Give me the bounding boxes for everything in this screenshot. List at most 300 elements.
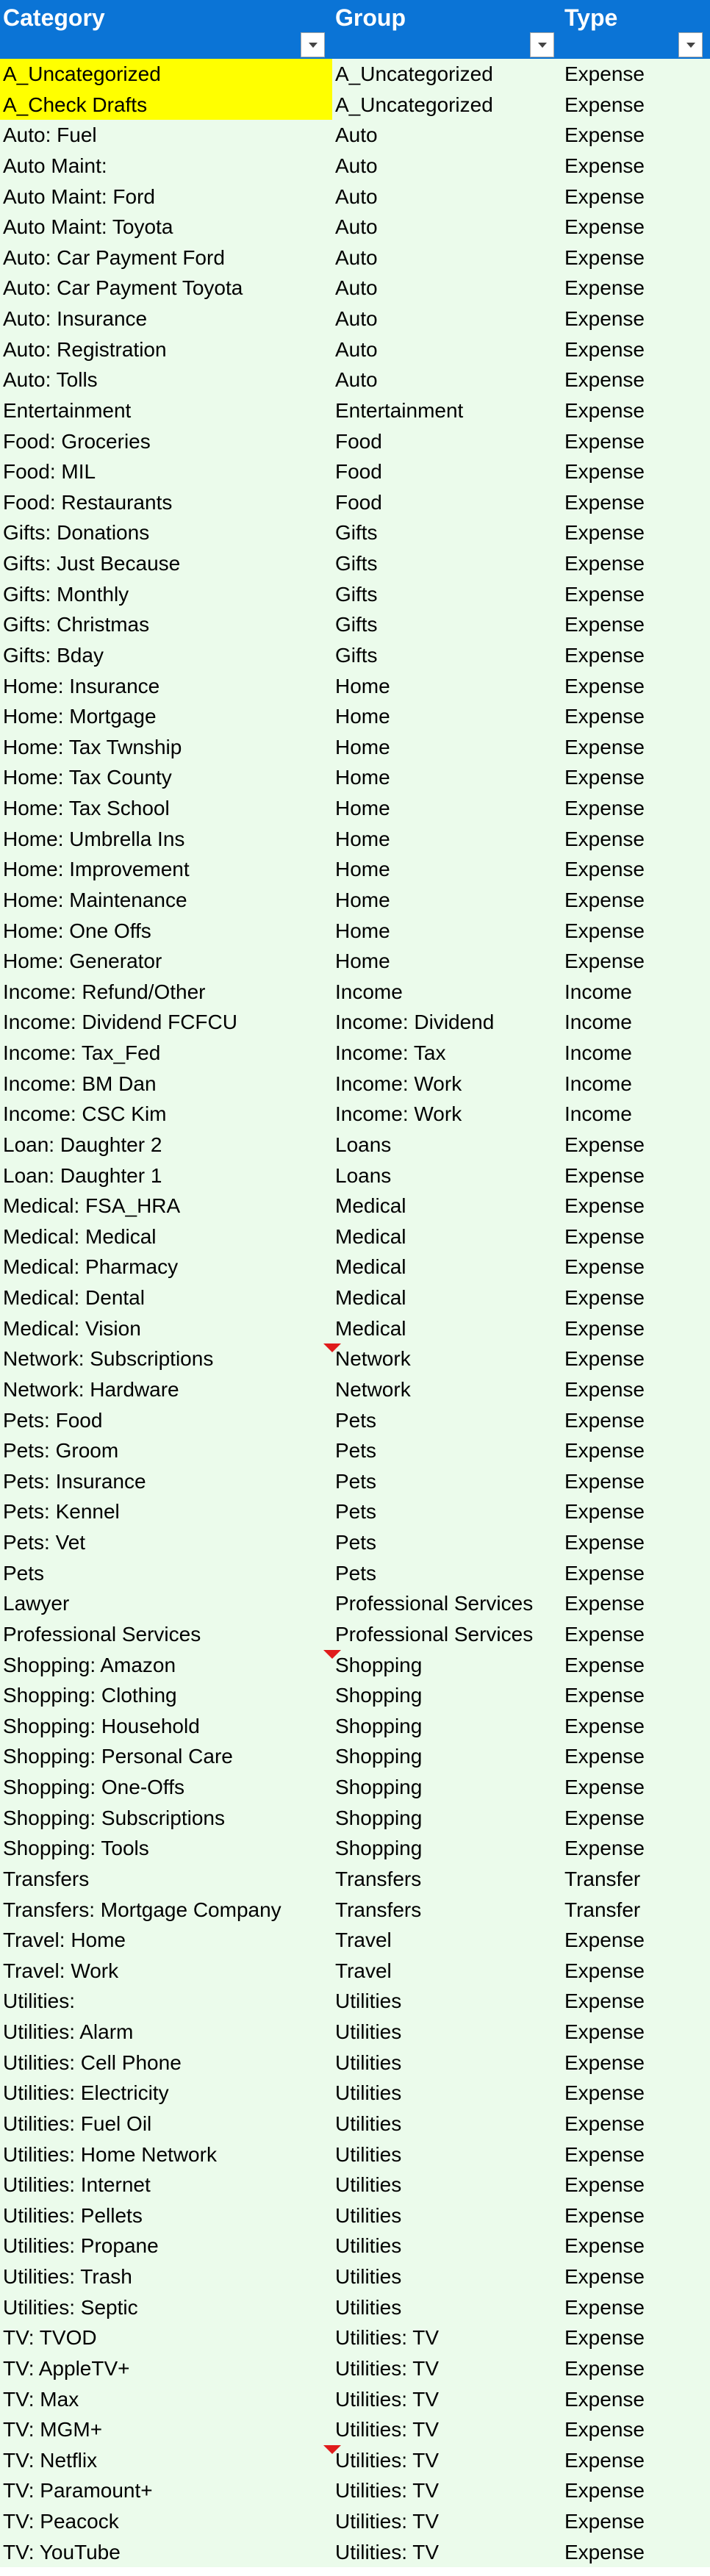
group-cell[interactable]: Pets [335, 1531, 377, 1554]
type-cell[interactable]: Expense [564, 184, 645, 208]
table-row [0, 793, 710, 824]
type-cell[interactable]: Expense [564, 1133, 645, 1156]
type-cell[interactable]: Expense [564, 735, 645, 758]
category-cell[interactable]: Home: Tax School [3, 797, 170, 819]
type-cell[interactable]: Expense [564, 521, 645, 545]
category-cell[interactable]: Utilities: Home Network [3, 2142, 217, 2166]
type-cell[interactable]: Expense [564, 1194, 645, 1218]
category-cell[interactable]: Income: CSC Kim [3, 1102, 167, 1126]
category-cell[interactable]: Gifts: Christmas [3, 613, 150, 636]
category-cell[interactable]: Professional Services [3, 1622, 201, 1646]
type-cell[interactable]: Expense [564, 2203, 645, 2227]
table-row [0, 2506, 710, 2537]
category-cell[interactable]: Medical: Vision [3, 1316, 141, 1340]
category-cell[interactable]: Utilities: [3, 1990, 76, 2013]
type-cell[interactable]: Expense [564, 398, 645, 422]
table-row [0, 1680, 710, 1711]
type-cell[interactable]: Expense [564, 307, 645, 330]
group-cell[interactable]: Medical [335, 1255, 406, 1279]
group-cell[interactable]: Shopping [335, 1745, 423, 1768]
table-row [0, 1435, 710, 1466]
category-cell[interactable]: Home: Generator [3, 950, 162, 973]
category-cell[interactable]: A_Check Drafts [0, 90, 332, 121]
table-row [0, 1282, 710, 1313]
category-cell[interactable]: Utilities: Internet [3, 2173, 151, 2197]
group-cell[interactable]: Shopping [335, 1684, 423, 1707]
type-cell[interactable]: Expense [564, 1439, 645, 1463]
table-row [0, 90, 710, 121]
table-row [0, 2109, 710, 2139]
table-row [0, 1038, 710, 1069]
group-cell[interactable]: Home [335, 797, 390, 819]
category-cell[interactable]: Entertainment [3, 398, 132, 422]
type-cell[interactable]: Expense [564, 2295, 645, 2319]
group-cell[interactable]: Utilities [335, 2112, 402, 2135]
group-cell[interactable]: Utilities [335, 1990, 402, 2013]
group-cell[interactable]: Loans [335, 1163, 392, 1187]
group-cell[interactable]: Utilities [335, 2234, 402, 2258]
table-row [0, 977, 710, 1008]
type-cell[interactable]: Expense [564, 2387, 645, 2411]
group-cell[interactable]: Utilities: TV [332, 2445, 562, 2476]
group-cell[interactable]: Travel [335, 1959, 392, 1982]
type-cell[interactable]: Expense [564, 766, 645, 789]
group-cell[interactable]: Shopping [335, 1837, 423, 1860]
group-cell[interactable]: Auto [335, 184, 378, 208]
category-cell[interactable]: Home: Maintenance [3, 888, 187, 911]
table-row [0, 1191, 710, 1221]
type-cell[interactable]: Expense [564, 858, 645, 881]
category-cell[interactable]: Utilities: Trash [3, 2265, 132, 2288]
group-cell[interactable]: Gifts [335, 613, 378, 636]
category-cell[interactable]: Food: MIL [3, 460, 96, 484]
group-cell[interactable]: Home [335, 766, 390, 789]
group-cell[interactable]: Pets [335, 1408, 377, 1432]
category-cell[interactable]: Medical: FSA_HRA [3, 1194, 181, 1218]
type-cell[interactable]: Expense [564, 2020, 645, 2043]
type-cell[interactable]: Transfer [564, 1898, 641, 1921]
category-cell[interactable]: Utilities: Pellets [3, 2203, 143, 2227]
category-cell[interactable]: Home: Insurance [3, 674, 160, 697]
category-cell[interactable]: Shopping: Personal Care [3, 1745, 233, 1768]
group-cell[interactable]: Utilities [335, 2081, 402, 2105]
category-cell[interactable]: Shopping: Household [3, 1714, 200, 1737]
group-cell[interactable]: Food [335, 490, 382, 514]
category-cell[interactable]: Loan: Daughter 1 [3, 1163, 162, 1187]
table-row [0, 579, 710, 610]
group-cell[interactable]: Utilities [335, 2173, 402, 2197]
type-cell[interactable]: Expense [564, 429, 645, 453]
table-row [0, 273, 710, 304]
table-row [0, 2537, 710, 2568]
type-cell[interactable]: Expense [564, 2540, 645, 2564]
category-cell[interactable]: Gifts: Donations [3, 521, 150, 545]
type-cell[interactable]: Income [564, 1072, 632, 1095]
table-row [0, 182, 710, 212]
category-cell[interactable]: Income: Dividend FCFCU [3, 1011, 237, 1034]
type-cell[interactable]: Expense [564, 613, 645, 636]
type-cell[interactable]: Expense [564, 2265, 645, 2288]
type-cell[interactable]: Expense [564, 827, 645, 850]
type-cell[interactable]: Income [564, 1011, 632, 1034]
type-cell[interactable]: Expense [564, 919, 645, 942]
category-cell[interactable]: Home: One Offs [3, 919, 151, 942]
group-cell[interactable]: Auto [335, 337, 378, 361]
category-cell[interactable]: Home: Mortgage [3, 705, 157, 728]
table-row [0, 1374, 710, 1405]
group-cell[interactable]: Auto [335, 276, 378, 300]
group-cell[interactable]: Utilities [335, 2051, 402, 2074]
type-cell[interactable]: Expense [564, 490, 645, 514]
group-cell[interactable]: Utilities: TV [335, 2479, 440, 2503]
group-cell[interactable]: Pets [335, 1439, 377, 1463]
type-cell[interactable]: Expense [564, 245, 645, 269]
category-cell[interactable]: Auto: Registration [3, 337, 167, 361]
filter-dropdown-icon[interactable] [678, 32, 703, 57]
type-cell[interactable]: Expense [564, 2479, 645, 2503]
group-cell[interactable]: Pets [335, 1500, 377, 1524]
group-cell[interactable]: Income: Work [335, 1102, 462, 1126]
group-cell[interactable]: Auto [335, 123, 378, 147]
category-cell[interactable]: Pets [3, 1561, 45, 1585]
type-cell[interactable]: Expense [564, 2112, 645, 2135]
type-cell[interactable]: Expense [564, 2234, 645, 2258]
category-cell[interactable]: Pets: Groom [3, 1439, 119, 1463]
category-cell[interactable]: Shopping: Amazon [0, 1650, 332, 1681]
type-cell[interactable]: Expense [564, 2448, 645, 2472]
type-cell[interactable]: Expense [564, 674, 645, 697]
type-cell[interactable]: Expense [564, 62, 645, 85]
category-cell[interactable]: Utilities: Cell Phone [3, 2051, 182, 2074]
category-cell[interactable]: TV: Peacock [3, 2510, 119, 2533]
table-row [0, 671, 710, 702]
type-cell[interactable]: Expense [564, 1776, 645, 1798]
category-cell[interactable]: Medical: Dental [3, 1286, 145, 1309]
group-cell[interactable]: Medical [335, 1316, 406, 1340]
category-cell[interactable]: Gifts: Bday [3, 643, 104, 667]
table-row [0, 701, 710, 732]
group-cell[interactable]: Income: Tax [335, 1041, 446, 1064]
type-cell[interactable]: Expense [564, 1806, 645, 1829]
type-cell[interactable]: Expense [564, 2142, 645, 2166]
type-cell[interactable]: Expense [564, 2051, 645, 2074]
category-cell[interactable]: Transfers [3, 1867, 90, 1890]
table-row [0, 1895, 710, 1926]
category-cell[interactable]: Utilities: Electricity [3, 2081, 169, 2105]
group-cell[interactable]: Home [335, 705, 390, 728]
table-row [0, 2078, 710, 2109]
group-cell[interactable]: A_Uncategorized [335, 62, 493, 85]
group-cell[interactable]: Utilities [335, 2295, 402, 2319]
category-cell[interactable]: Gifts: Monthly [3, 582, 129, 606]
group-cell[interactable]: Home [335, 888, 390, 911]
type-cell[interactable]: Expense [564, 1990, 645, 2013]
group-cell[interactable]: Auto [335, 307, 378, 330]
table-row [0, 487, 710, 518]
category-cell[interactable]: Utilities: Propane [3, 2234, 159, 2258]
category-cell[interactable]: TV: YouTube [3, 2540, 121, 2564]
category-cell[interactable]: Pets: Food [3, 1408, 103, 1432]
table-row [0, 517, 710, 548]
group-cell[interactable]: Utilities [335, 2265, 402, 2288]
category-cell[interactable]: TV: Netflix [0, 2445, 332, 2476]
category-cell[interactable]: Travel: Work [3, 1959, 119, 1982]
header-category-label: Category [3, 4, 105, 31]
table-row [0, 456, 710, 487]
group-cell[interactable]: Travel [335, 1929, 392, 1952]
table-row [0, 2414, 710, 2445]
group-cell[interactable]: Medical [335, 1194, 406, 1218]
group-cell[interactable]: Utilities: TV [335, 2387, 440, 2411]
table-row [0, 548, 710, 579]
table-row [0, 2200, 710, 2231]
table-row [0, 732, 710, 763]
table-row [0, 1221, 710, 1252]
group-cell[interactable]: Auto [335, 215, 378, 239]
type-cell[interactable]: Expense [564, 643, 645, 667]
group-cell[interactable]: Gifts [335, 552, 378, 575]
group-cell[interactable]: Utilities: TV [335, 2510, 440, 2533]
type-cell[interactable]: Expense [564, 1959, 645, 1982]
type-cell[interactable]: Expense [564, 215, 645, 239]
category-cell[interactable]: Lawyer [3, 1592, 70, 1615]
type-cell[interactable]: Expense [564, 123, 645, 147]
type-cell[interactable]: Expense [564, 797, 645, 819]
type-cell[interactable]: Expense [564, 2510, 645, 2533]
table-row [0, 151, 710, 182]
group-cell[interactable]: Professional Services [335, 1622, 534, 1646]
table-row [0, 2475, 710, 2506]
category-cell[interactable]: TV: MGM+ [3, 2418, 103, 2442]
type-cell[interactable]: Expense [564, 2418, 645, 2442]
table-row [0, 395, 710, 426]
group-cell[interactable]: Network [332, 1343, 562, 1374]
category-cell[interactable]: Shopping: Clothing [3, 1684, 177, 1707]
type-cell[interactable]: Income [564, 980, 632, 1003]
type-cell[interactable]: Expense [564, 154, 645, 177]
group-cell[interactable]: Auto [335, 245, 378, 269]
type-cell[interactable]: Transfer [564, 1867, 641, 1890]
group-cell[interactable]: Utilities [335, 2020, 402, 2043]
table-row [0, 1803, 710, 1834]
category-cell[interactable]: A_Uncategorized [0, 59, 332, 90]
group-cell[interactable]: Shopping [332, 1650, 562, 1681]
filter-dropdown-icon[interactable] [301, 32, 325, 57]
type-cell[interactable]: Expense [564, 705, 645, 728]
group-cell[interactable]: Home [335, 950, 390, 973]
category-cell[interactable]: Home: Tax Twnship [3, 735, 182, 758]
group-cell[interactable]: Transfers [335, 1867, 422, 1890]
group-cell[interactable]: Home [335, 827, 390, 850]
type-cell[interactable]: Expense [564, 1500, 645, 1524]
group-cell[interactable]: Professional Services [335, 1592, 534, 1615]
type-cell[interactable]: Expense [564, 2356, 645, 2380]
type-cell[interactable]: Expense [564, 1255, 645, 1279]
group-cell[interactable]: Utilities [335, 2142, 402, 2166]
category-cell[interactable]: TV: Paramount+ [3, 2479, 153, 2503]
table-row [0, 1711, 710, 1742]
category-cell[interactable]: Auto Maint: Toyota [3, 215, 173, 239]
type-cell[interactable]: Expense [564, 1837, 645, 1860]
category-cell[interactable]: Income: BM Dan [3, 1072, 157, 1095]
group-cell[interactable]: Utilities: TV [335, 2326, 440, 2350]
type-cell[interactable]: Expense [564, 1684, 645, 1707]
table-row [0, 1466, 710, 1497]
table-row [0, 1343, 710, 1374]
group-cell[interactable]: Home [335, 919, 390, 942]
type-cell[interactable]: Expense [564, 1653, 645, 1676]
table-row [0, 334, 710, 365]
category-cell[interactable]: Shopping: Subscriptions [3, 1806, 225, 1829]
type-cell[interactable]: Expense [564, 1622, 645, 1646]
type-cell[interactable]: Expense [564, 552, 645, 575]
type-cell[interactable]: Expense [564, 1469, 645, 1493]
type-cell[interactable]: Income [564, 1102, 632, 1126]
category-cell[interactable]: Medical: Medical [3, 1224, 157, 1248]
header-cell-type[interactable] [562, 0, 710, 59]
table-row [0, 1527, 710, 1558]
type-cell[interactable]: Expense [564, 1531, 645, 1554]
group-cell[interactable]: Gifts [335, 582, 378, 606]
filter-dropdown-icon[interactable] [530, 32, 554, 57]
group-cell[interactable]: Income: Work [335, 1072, 462, 1095]
header-row [0, 0, 710, 59]
group-cell[interactable]: Food [335, 460, 382, 484]
table-row [0, 243, 710, 273]
group-cell[interactable]: Shopping [335, 1806, 423, 1829]
group-cell[interactable]: Medical [335, 1224, 406, 1248]
table-row [0, 2017, 710, 2048]
type-cell[interactable]: Expense [564, 888, 645, 911]
table-row [0, 2231, 710, 2261]
group-cell[interactable]: Gifts [335, 521, 378, 545]
type-cell[interactable]: Expense [564, 337, 645, 361]
group-cell[interactable]: Gifts [335, 643, 378, 667]
type-cell[interactable]: Expense [564, 1347, 645, 1371]
category-cell[interactable]: Food: Restaurants [3, 490, 173, 514]
group-cell[interactable]: Income [335, 980, 403, 1003]
type-cell[interactable]: Income [564, 1041, 632, 1064]
table-row [0, 2353, 710, 2384]
type-cell[interactable]: Expense [564, 1316, 645, 1340]
category-cell[interactable]: Loan: Daughter 2 [3, 1133, 162, 1156]
group-cell[interactable]: Entertainment [335, 398, 464, 422]
category-cell[interactable]: Auto: Fuel [3, 123, 97, 147]
type-cell[interactable]: Expense [564, 368, 645, 392]
group-cell[interactable]: Food [335, 429, 382, 453]
table-row [0, 946, 710, 977]
header-cell-group[interactable] [332, 0, 562, 59]
category-cell[interactable]: Auto Maint: Ford [3, 184, 155, 208]
category-cell[interactable]: Food: Groceries [3, 429, 151, 453]
type-cell[interactable]: Expense [564, 276, 645, 300]
group-cell[interactable]: Medical [335, 1286, 406, 1309]
category-cell[interactable]: Auto: Insurance [3, 307, 148, 330]
category-cell[interactable]: Shopping: One-Offs [3, 1776, 184, 1798]
group-cell[interactable]: Utilities: TV [335, 2540, 440, 2564]
type-cell[interactable]: Expense [564, 1592, 645, 1615]
type-cell[interactable]: Expense [564, 582, 645, 606]
group-cell[interactable]: Home [335, 674, 390, 697]
category-cell[interactable]: TV: TVOD [3, 2326, 97, 2350]
type-cell[interactable]: Expense [564, 1163, 645, 1187]
header-cell-category[interactable] [0, 0, 332, 59]
group-cell[interactable]: Pets [335, 1469, 377, 1493]
group-cell[interactable]: Auto [335, 368, 378, 392]
group-cell[interactable]: Shopping [335, 1776, 423, 1798]
group-cell[interactable]: Shopping [335, 1714, 423, 1737]
category-cell[interactable]: Gifts: Just Because [3, 552, 181, 575]
group-cell[interactable]: Income: Dividend [335, 1011, 495, 1034]
table-row [0, 212, 710, 243]
group-cell[interactable]: Utilities: TV [335, 2418, 440, 2442]
category-cell[interactable]: Pets: Kennel [3, 1500, 120, 1524]
type-cell[interactable]: Expense [564, 1286, 645, 1309]
category-cell[interactable]: Network: Subscriptions [0, 1343, 332, 1374]
category-cell[interactable]: Utilities: Septic [3, 2295, 138, 2319]
type-cell[interactable]: Expense [564, 1224, 645, 1248]
category-cell[interactable]: Medical: Pharmacy [3, 1255, 179, 1279]
type-cell[interactable]: Expense [564, 1714, 645, 1737]
category-cell[interactable]: Shopping: Tools [3, 1837, 149, 1860]
type-cell[interactable]: Expense [564, 1377, 645, 1401]
group-cell[interactable]: Pets [335, 1561, 377, 1585]
group-cell[interactable]: A_Uncategorized [335, 93, 493, 116]
group-cell[interactable]: Loans [335, 1133, 392, 1156]
category-cell[interactable]: Auto Maint: [3, 154, 107, 177]
category-cell[interactable]: Auto: Tolls [3, 368, 98, 392]
group-cell[interactable]: Transfers [335, 1898, 422, 1921]
table-row [0, 1925, 710, 1956]
category-cell[interactable]: Home: Tax County [3, 766, 172, 789]
type-cell[interactable]: Expense [564, 2173, 645, 2197]
category-cell[interactable]: Home: Umbrella Ins [3, 827, 185, 850]
type-cell[interactable]: Expense [564, 1929, 645, 1952]
category-cell[interactable]: Income: Refund/Other [3, 980, 206, 1003]
category-cell[interactable]: Travel: Home [3, 1929, 126, 1952]
category-cell[interactable]: Auto: Car Payment Ford [3, 245, 225, 269]
table-row [0, 609, 710, 640]
type-cell[interactable]: Expense [564, 1408, 645, 1432]
category-cell[interactable]: Network: Hardware [3, 1377, 179, 1401]
type-cell[interactable]: Expense [564, 93, 645, 116]
group-cell[interactable]: Home [335, 735, 390, 758]
type-cell[interactable]: Expense [564, 460, 645, 484]
category-cell[interactable]: Home: Improvement [3, 858, 190, 881]
category-cell[interactable]: TV: Max [3, 2387, 79, 2411]
type-cell[interactable]: Expense [564, 950, 645, 973]
group-cell[interactable]: Home [335, 858, 390, 881]
category-cell[interactable]: Income: Tax_Fed [3, 1041, 161, 1064]
category-cell[interactable]: Utilities: Alarm [3, 2020, 134, 2043]
table-row [0, 2445, 710, 2476]
type-cell[interactable]: Expense [564, 1745, 645, 1768]
group-cell[interactable]: Auto [335, 154, 378, 177]
type-cell[interactable]: Expense [564, 1561, 645, 1585]
group-cell[interactable]: Utilities: TV [335, 2356, 440, 2380]
type-cell[interactable]: Expense [564, 2081, 645, 2105]
category-cell[interactable]: Pets: Vet [3, 1531, 86, 1554]
category-cell[interactable]: TV: AppleTV+ [3, 2356, 130, 2380]
category-cell[interactable]: Pets: Insurance [3, 1469, 146, 1493]
group-cell[interactable]: Utilities [335, 2203, 402, 2227]
table-row [0, 2170, 710, 2200]
group-cell[interactable]: Network [335, 1377, 411, 1401]
category-cell[interactable]: Utilities: Fuel Oil [3, 2112, 152, 2135]
category-cell[interactable]: Auto: Car Payment Toyota [3, 276, 243, 300]
type-cell[interactable]: Expense [564, 2326, 645, 2350]
category-cell[interactable]: Transfers: Mortgage Company [3, 1898, 282, 1921]
